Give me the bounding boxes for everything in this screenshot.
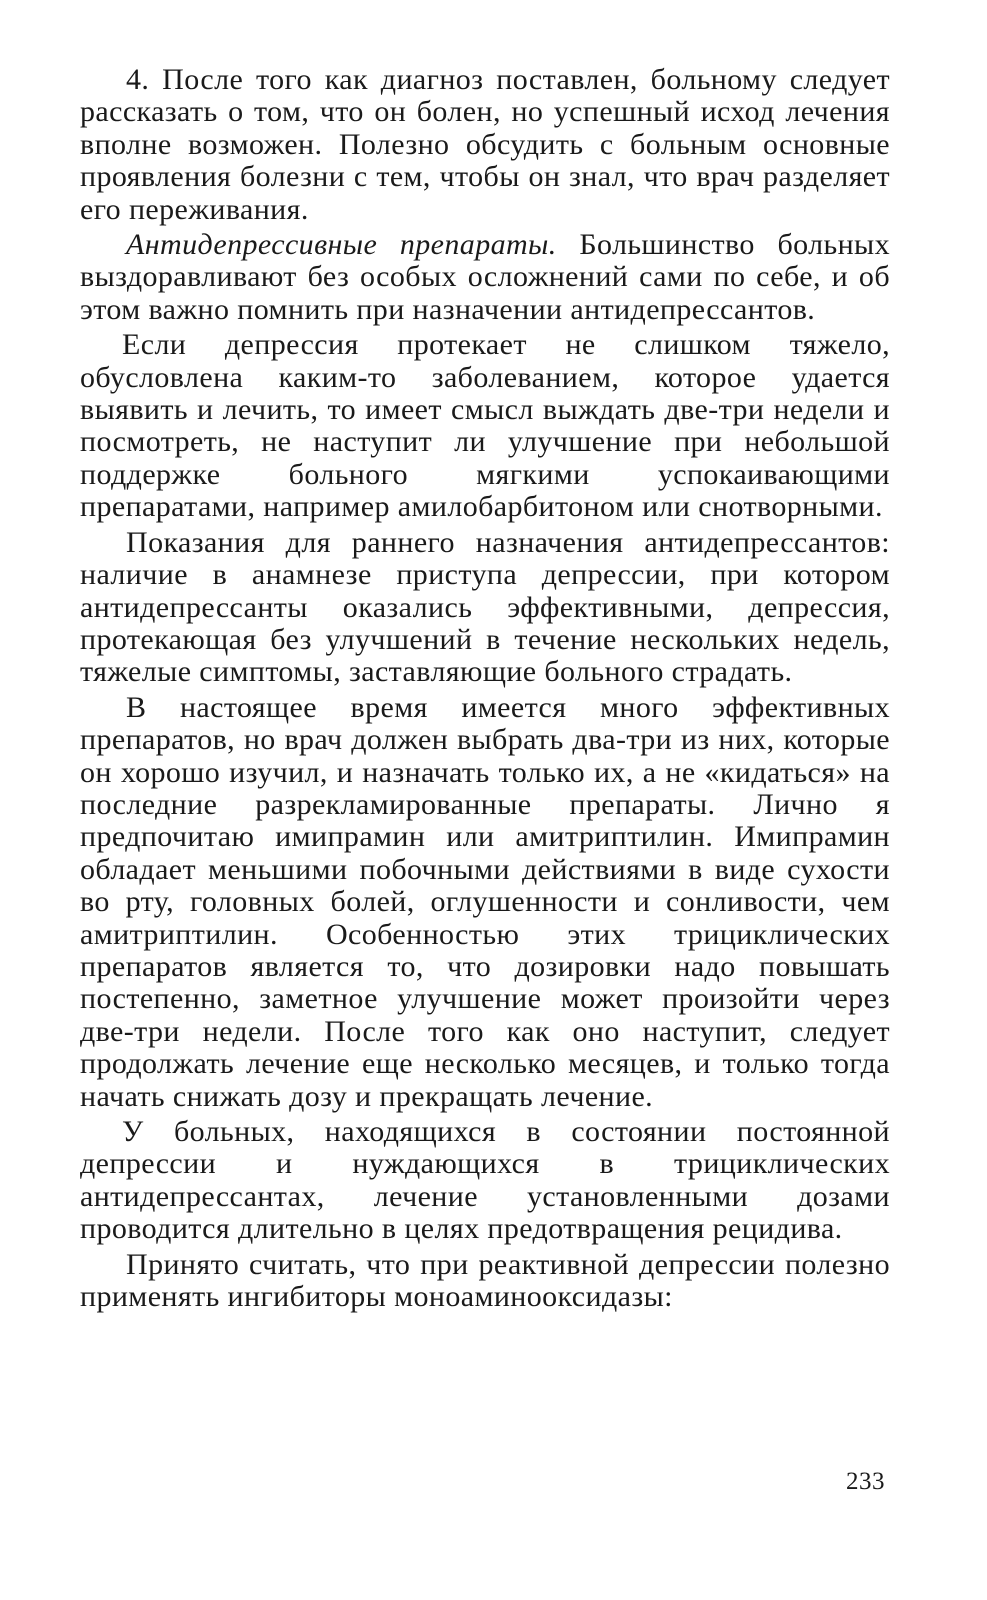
paragraph-diagnosis-communication (80, 64, 890, 226)
paragraph-text: Если депрессия протекает не слишком тяжело, обусловлена каким-то заболеванием, которое удается выявить и лечить, то имеет смысл выждать две-три недели и посмотреть, не наступит ли улучшение при небольшой поддержке больного мягкими успокаивающими препаратами, например амилобарбитоном или снотворными. (80, 328, 890, 524)
paragraph-early-indications (80, 527, 890, 689)
paragraph-antidepressants-intro (80, 229, 890, 326)
paragraph-text: Показания для раннего назначения антидепрессантов: наличие в анамнезе приступа депрессии, при котором антидепрессанты оказались эффективными, депрессия, протекающая без улучшений в течение нескольких недель, тяжелые симптомы, заставляющие больного страдать. (80, 525, 890, 689)
paragraph-text: Принято считать, что при реактивной депрессии полезно применять ингибиторы моноаминооксидазы: (80, 1247, 890, 1314)
paragraph-text: В настоящее время имеется много эффективных препаратов, но врач должен выбрать два-три из них, которые он хорошо изучил, и назначать только их, а не «кидаться» на последние разрекламированные препараты. Лично я предпочитаю имипрамин или амитриптилин. Имипрамин обладает меньшими побочными действиями в виде сухости во рту, головных болей, оглушенности и сонливости, чем амитриптилин. Особенностью этих трициклических препаратов является то, что дозировки надо повышать постепенно, заметное улучшение может произойти через две-три недели. После того как оно наступит, следует продолжать лечение еще несколько месяцев, и только тогда начать снижать дозу и прекращать лечение. (80, 690, 890, 1113)
paragraph-long-term-treatment (80, 1116, 890, 1246)
section-lead-heading: Антидепрессивные препараты. (126, 228, 557, 262)
paragraph-text: У больных, находящихся в состоянии постоянной депрессии и нуждающихся в трициклических антидепрессантах, лечение установленными дозами проводится длительно в целях предотвращения рецидива. (80, 1115, 890, 1246)
paragraph-text: 4. После того как диагноз поставлен, больному следует рассказать о том, что он болен, но успешный исход лечения вполне возможен. Полезно обсудить с больным основные проявления болезни с тем, чтобы он знал, что врач разделяет его переживания. (80, 63, 890, 226)
book-page-text (80, 64, 890, 1316)
paragraph-text: Большинство больных выздоравливают без особых осложнений сами по себе, и об этом важно помнить при назначении антидепрессантов. (80, 228, 891, 326)
paragraph-drug-choice (80, 692, 890, 1113)
paragraph-mild-depression (80, 329, 890, 523)
page-number: 233 (846, 1468, 885, 1495)
paragraph-reactive-depression (80, 1249, 890, 1314)
